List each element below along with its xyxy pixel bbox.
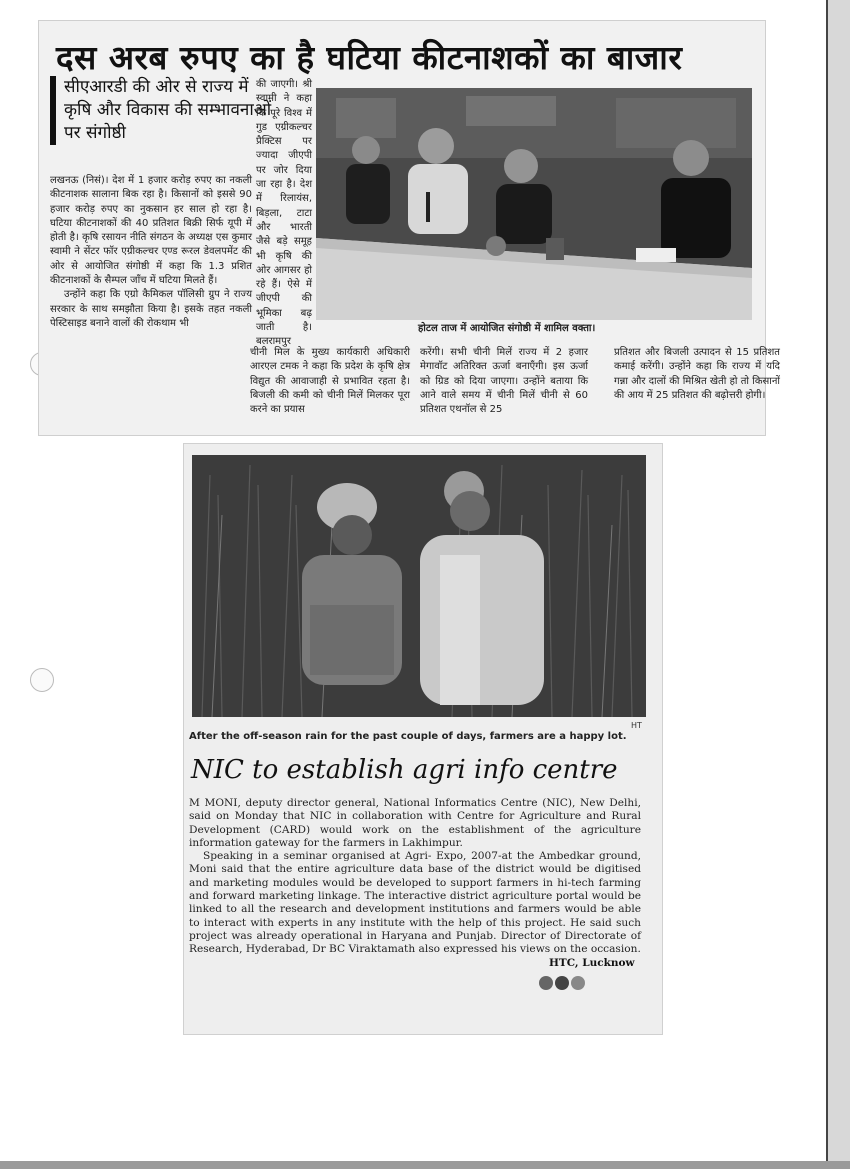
decorative-dots <box>539 975 587 994</box>
seminar-photo-image <box>316 88 752 320</box>
hindi-column-1-para-1: लखनऊ (निसं)। देश में 1 हजार करोड़ रुपए का नकली कीटनाशक सालाना बिक रहा है। किसानों को इससे 90 हजार करोड़ रुपए का नुकसान हर साल हो रहा है। घटिया कीटनाशकों की 40 प्रतिशत बिक्री सिर्फ यूपी में होती है। कृषि रसायन नीति संगठन के अध्यक्ष एस कुमार स्वामी ने सेंटर फॉर एग्रीकल्चर एण्ड रूरल डेवलपमेंट की ओर से आयोजित संगोष्ठी में कहा कि 1.3 प्रशित कीटनाशकों के सैम्पल जाँच में घटिया मिलते हैं। <box>50 175 252 287</box>
english-article-body <box>189 797 641 957</box>
hindi-headline: दस अरब रुपए का है घटिया कीटनाशकों का बाजार <box>56 38 683 77</box>
scan-right-edge <box>826 0 850 1169</box>
hindi-deck: सीएआरडी की ओर से राज्य में कृषि और विकास की सम्भावनाओं पर संगोष्ठी <box>50 76 272 145</box>
english-paragraph-1: M MONI, deputy director general, National Informatics Centre (NIC), New Delhi, said on Monday that NIC in collaboration with Centre for Agriculture and Rural Development (CARD) would work on the establishment of the agriculture information gateway for the farmers in Lakhimpur. <box>189 797 641 849</box>
byline: HTC, Lucknow <box>549 957 635 969</box>
hindi-column-3: चीनी मिल के मुख्य कार्यकारी अधिकारी आरएल टमक ने कहा कि प्रदेश के कृषि क्षेत्र विद्युत की आवाजाही से प्रभावित रहता है। बिजली की कमी को चीनी मिलें मिलकर पूरा करने का प्रयास <box>250 347 410 416</box>
farmers-photo-image <box>192 455 646 717</box>
english-headline: NIC to establish agri info centre <box>191 755 618 785</box>
hindi-column-1-para-2: उन्होंने कहा कि एग्रो कैमिकल पॉलिसी ग्रुप ने राज्य सरकार के साथ समझौता किया है। इसके तहत नकली पेस्टिसाइड बनाने वालों की रोकथाम भी <box>50 289 252 329</box>
seminar-photo-caption: होटल ताज में आयोजित संगोष्ठी में शामिल वक्ता। <box>418 323 596 334</box>
english-paragraph-2: Speaking in a seminar organised at Agri- Expo, 2007-at the Ambedkar ground, Moni said that the entire agriculture data base of the district would be digitised and marketing modules would be developed to support farmers in hi-tech farming and forward marketing linkage. The interactive district agriculture portal would be linked to all the research and development institutions and farmers would be able to interact with experts in any institute with the help of this project. He said such project was already operational in Haryana and Punjab. Director of Directorate of Research, Hyderabad, Dr BC Viraktamath also expressed his views on the occasion. <box>189 850 641 956</box>
hindi-column-5: प्रतिशत और बिजली उत्पादन से 15 प्रतिशत कमाई करेंगी। उन्होंने कहा कि राज्य में यदि गन्ना और दालों की मिश्रित खेती हो तो किसानों की आय में 25 प्रतिशत की बढ़ोत्तरी होगी। <box>614 347 780 401</box>
english-clipping <box>183 443 663 1035</box>
hindi-column-2: की जाएगी। श्री स्वामी ने कहा कि पूरे विश्व में गुड एग्रीकल्चर प्रैक्टिस पर ज्यादा जीएपी पर जोर दिया जा रहा है। देश में रिलायंस, बिड़ला, टाटा और भारती जैसे बड़े समूह भी कृषि की ओर आगसर हो रहे हैं। ऐसे में जीएपी की भूमिका बढ़ जाती है। बलरामपुर <box>256 79 312 348</box>
farmers-photo-caption: After the off-season rain for the past couple of days, farmers are a happy lot. <box>189 731 627 742</box>
hindi-clipping <box>38 20 780 436</box>
photo-credit: HT <box>631 721 642 730</box>
hindi-column-4: करेंगी। सभी चीनी मिलें राज्य में 2 हजार मेगावॉट अतिरिक्त ऊर्जा बनाएँगी। इस ऊर्जा को ग्रिड को दिया जाएगा। उन्होंने बताया कि आने वाले समय में चीनी मिलें चीनी से 60 प्रतिशत एथनॉल से 25 <box>420 347 588 416</box>
farmers-photo <box>192 455 646 717</box>
seminar-photo <box>316 88 752 320</box>
punch-hole-bottom <box>30 668 54 692</box>
hindi-column-1 <box>50 174 252 331</box>
scan-bottom-edge <box>0 1161 850 1169</box>
